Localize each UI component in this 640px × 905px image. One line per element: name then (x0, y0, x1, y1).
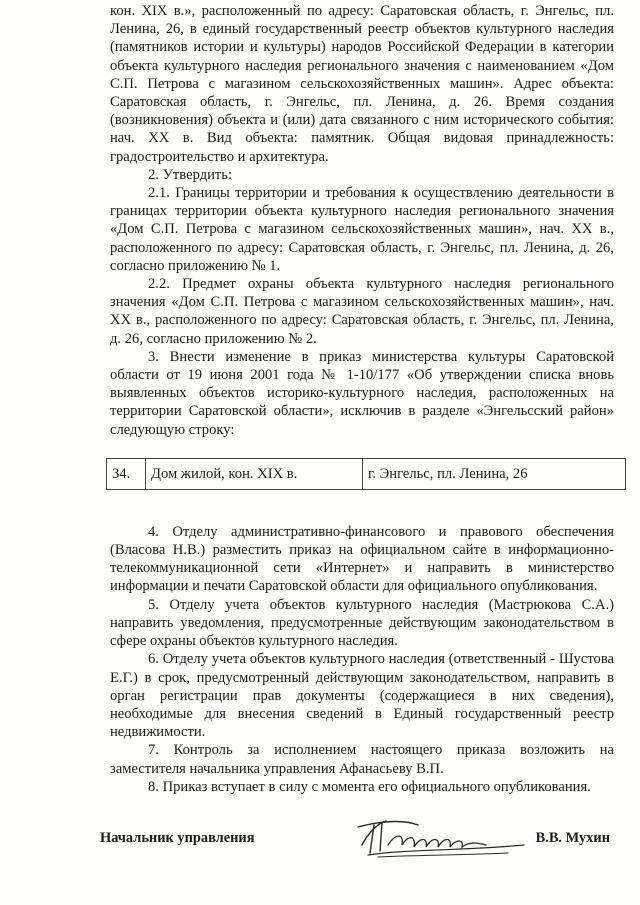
paragraph-5: 5. Отделу учета объектов культурного наследия (Мастрюкова С.А.) направить уведомления, предусмотренные действующим законодательством в сфере охраны объектов культурного наследия. (110, 596, 614, 650)
table-cell-number: 34. (107, 458, 146, 489)
handwritten-signature (348, 815, 538, 861)
excluded-row-table (106, 458, 626, 490)
paragraph-4: 4. Отделу административно-финансового и правового обеспечения (Власова Н.В.) разместить приказ на официальном сайте в информационно-телекоммуникационной сети «Интернет» и направить в министерство информации и печати Саратовской области для официального опубликования. (110, 523, 614, 595)
paragraph-8: 8. Приказ вступает в силу с момента его официального опубликования. (148, 778, 591, 795)
paragraph-1-continuation: кон. XIX в.», расположенный по адресу: Саратовская область, г. Энгельс, пл. Ленина, 26, в единый государственный реестр объектов культурного наследия (памятников истории и культуры) народов Российской Федерации в категории объекта культурного наследия регионального значения с наименованием «Дом С.П. Петрова с магазином сельскохозяйственных машин». Адрес объекта: Саратовская область, г. Энгельс, пл. Ленина, д. 26. Время создания (возникновения) объекта и (или) дата связанного с ним исторического события: нач. XX в. Вид объекта: памятник. Общая видовая принадлежность: градостроительство и архитектура. (110, 3, 614, 165)
paragraph-3: 3. Внести изменение в приказ министерства культуры Саратовской области от 19 июня 2001 года № 1-10/177 «Об утверждении списка вновь выявленных объектов историко-культурного наследия, расположенных на территории Саратовской области», исключив в разделе «Энгельсский район» следующую строку: (110, 348, 614, 438)
paragraph-2-1: 2.1. Границы территории и требования к осуществлению деятельности в границах территории объекта культурного наследия регионального значения «Дом С.П. Петрова с магазином сельскохозяйственных машин», нач. XX в., расположенного по адресу: Саратовская область, г. Энгельс, пл. Ленина, д. 26, согласно приложению № 1. (110, 185, 614, 274)
table (106, 458, 626, 490)
table-row (107, 458, 626, 489)
paragraph-6: 6. Отделу учета объектов культурного наследия (ответственный - Шустова Е.Г.) в срок, предусмотренный действующим законодательством, направить в орган регистрации прав документы (содержащиеся в них сведения), необходимые для внесения сведений в Единый государственный реестр недвижимости. (110, 651, 614, 741)
table-cell-address: г. Энгельс, пл. Ленина, 26 (363, 458, 626, 489)
paragraph-7: 7. Контроль за исполнением настоящего приказа возложить на заместителя начальника управления Афанасьеву В.П. (110, 742, 614, 777)
signature-block (100, 823, 614, 863)
paragraph-2: 2. Утвердить: (148, 166, 233, 183)
signer-name: В.В. Мухин (535, 830, 610, 846)
paragraph-2-2: 2.2. Предмет охраны объекта культурного наследия регионального значения «Дом С.П. Петрова с магазином сельскохозяйственных машин», нач. XX в., расположенного по адресу: Саратовская область, г. Энгельс, пл. Ленина, д. 26, согласно приложению № 2. (110, 276, 614, 347)
signer-position: Начальник управления (100, 830, 255, 846)
table-cell-object: Дом жилой, кон. XIX в. (146, 458, 363, 489)
